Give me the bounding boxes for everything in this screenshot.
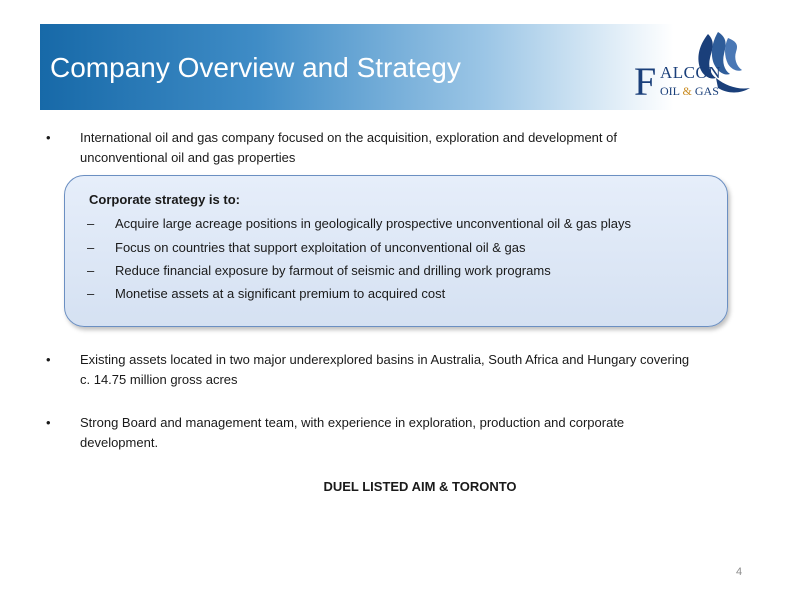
strategy-item-text: Focus on countries that support exploitation of unconventional oil & gas (115, 240, 526, 255)
logo-subtitle (660, 85, 719, 97)
slide-title: Company Overview and Strategy (50, 52, 461, 83)
bullet-text-line: c. 14.75 million gross acres (80, 372, 238, 387)
bullet-marker: • (46, 352, 51, 367)
strategy-heading: Corporate strategy is to: (89, 192, 240, 207)
logo-oil: OIL (660, 84, 680, 98)
logo-wordmark: ALCON (660, 63, 722, 82)
logo-gas: GAS (694, 84, 719, 98)
bullet-text-line: Strong Board and management team, with experience in exploration, production and corporate (80, 415, 625, 430)
bullet-text-line: International oil and gas company focused on the acquisition, exploration and development of (80, 130, 617, 145)
page-number: 4 (736, 566, 743, 578)
falcon-logo (630, 28, 754, 106)
bullet-text-line: development. (80, 435, 159, 450)
dash-marker: – (87, 286, 95, 301)
listing-statement: DUEL LISTED AIM & TORONTO (323, 479, 517, 494)
strategy-item-text: Acquire large acreage positions in geologically prospective unconventional oil & gas plays (115, 216, 631, 231)
dash-marker: – (87, 216, 95, 231)
logo-letter-f: F (634, 59, 657, 104)
corporate-strategy-box (64, 175, 728, 327)
strategy-item-text: Monetise assets at a significant premium to acquired cost (115, 286, 446, 301)
bullet-text-line: unconventional oil and gas properties (80, 150, 296, 165)
logo-ampersand: & (682, 84, 692, 98)
bullet-marker: • (46, 130, 51, 145)
bullet-marker: • (46, 415, 51, 430)
dash-marker: – (87, 263, 95, 278)
strategy-item-text: Reduce financial exposure by farmout of seismic and drilling work programs (115, 263, 551, 278)
dash-marker: – (87, 240, 95, 255)
bullet-text-line: Existing assets located in two major underexplored basins in Australia, South Africa and Hungary covering (80, 352, 690, 367)
slide-header (40, 24, 760, 110)
